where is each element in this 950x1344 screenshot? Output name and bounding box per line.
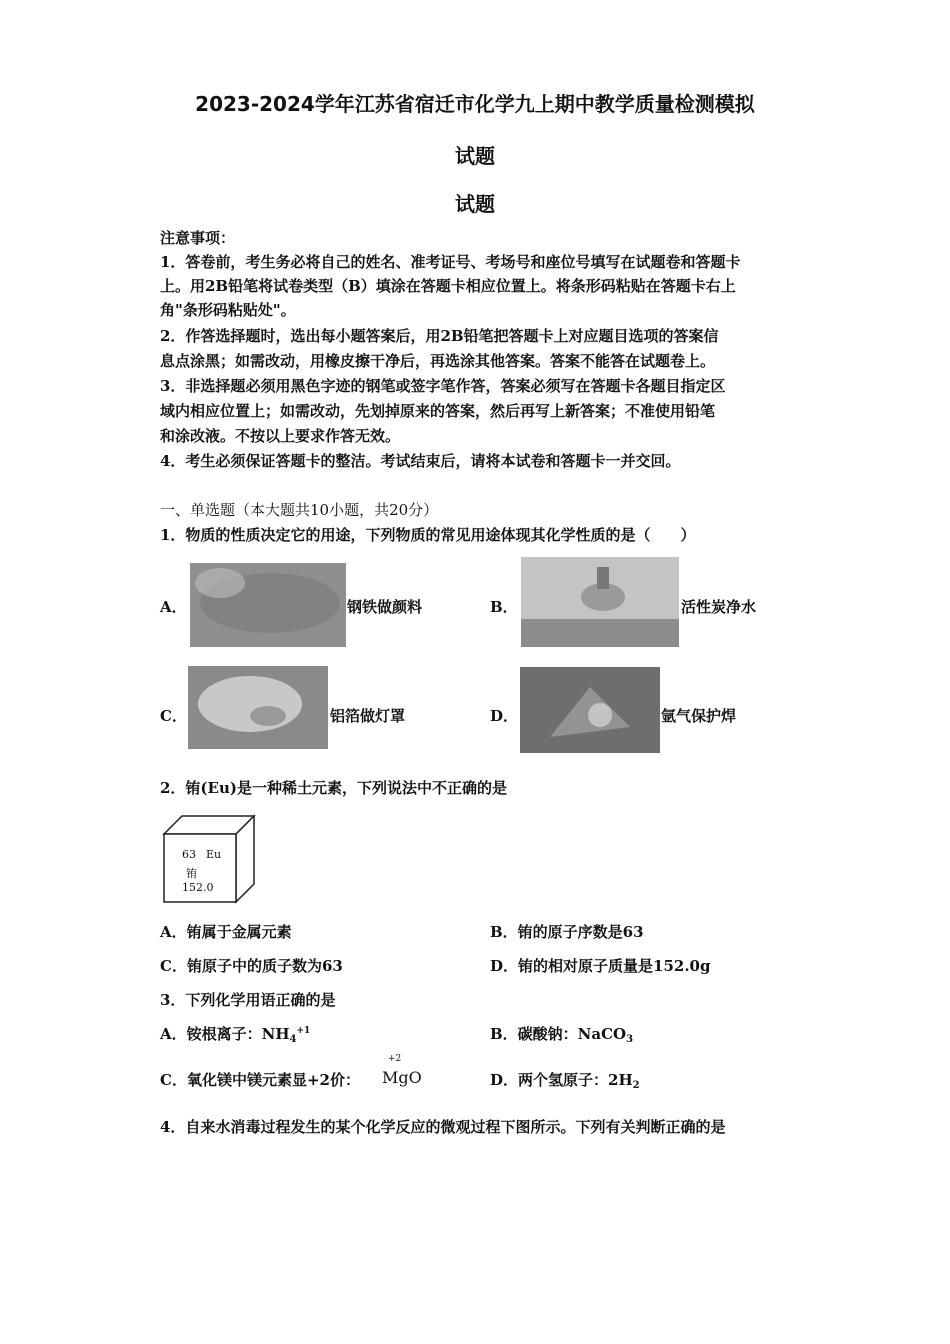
q3-option-d [490, 1069, 640, 1091]
q3-option-a-superscript: +1 [296, 1026, 311, 1036]
notice-line: 域内相应位置上；如需改动，先划掉原来的答案，然后再写上新答案；不准使用铅笔 [160, 402, 716, 420]
photo-shading [190, 563, 346, 647]
mgo-formula-text: MgO [382, 1068, 422, 1087]
activated-carbon-photo [521, 557, 679, 647]
q3-option-b-text: B．碳酸钠：NaCO [490, 1025, 627, 1043]
aluminum-foil-photo [188, 666, 328, 749]
page-title-line2: 试题 [455, 144, 495, 168]
photo-shading [520, 667, 660, 753]
section-heading: 一、单选题（本大题共10小题，共20分） [160, 501, 439, 519]
q2-option-c: C．铕原子中的质子数为63 [160, 957, 343, 975]
notice-line: 2．作答选择题时，选出每小题答案后，用2B铅笔把答题卡上对应题目选项的答案信 [160, 327, 719, 345]
q1-option-b-text: 活性炭净水 [681, 598, 757, 616]
atomic-number: 63 [182, 848, 196, 861]
q1-option-c-text: 铝箔做灯罩 [330, 707, 406, 725]
q1-option-d-letter: D． [490, 707, 519, 725]
q3-option-a-text: A．铵根离子：NH [160, 1025, 290, 1043]
q3-option-a-subscript: 4 [289, 1034, 297, 1045]
q2-option-d: D．铕的相对原子质量是152.0g [490, 957, 711, 975]
mgo-charge-label: +2 [388, 1054, 402, 1064]
photo-shading [521, 557, 679, 647]
notice-line: 1．答卷前，考生务必将自己的姓名、准考证号、考场号和座位号填写在试题卷和答题卡 [160, 253, 741, 271]
q1-option-a-text: 钢铁做颜料 [347, 598, 423, 616]
element-name: 铕 [186, 867, 197, 880]
notice-heading: 注意事项： [160, 229, 236, 247]
notice-line: 4．考生必须保证答题卡的整洁。考试结束后，请将本试卷和答题卡一并交回。 [160, 452, 681, 470]
q3-option-b-subscript: 3 [626, 1034, 634, 1045]
question-2-stem: 2．铕(Eu)是一种稀土元素，下列说法中不正确的是 [160, 779, 507, 797]
q3-option-b [490, 1023, 633, 1045]
photo-shading [188, 666, 328, 749]
mgo-formula [382, 1054, 422, 1087]
q2-option-a: A．铕属于金属元素 [160, 923, 292, 941]
notice-line: 息点涂黑；如需改动，用橡皮擦干净后，再选涂其他答案。答案不能答在试题卷上。 [160, 352, 716, 370]
argon-welding-photo [520, 667, 660, 753]
notice-line: 3．非选择题必须用黑色字迹的钢笔或签字笔作答，答案必须写在答题卡各题目指定区 [160, 377, 726, 395]
q3-option-a [160, 1023, 310, 1045]
notice-line: 和涂改液。不按以上要求作答无效。 [160, 427, 401, 445]
q2-option-b: B．铕的原子序数是63 [490, 923, 644, 941]
question-4-stem: 4．自来水消毒过程发生的某个化学反应的微观过程下图所示。下列有关判断正确的是 [160, 1118, 726, 1136]
atomic-mass: 152.0 [182, 881, 214, 894]
notice-line: 角"条形码粘贴处"。 [160, 301, 296, 319]
q1-option-d-text: 氩气保护焊 [661, 707, 737, 725]
q3-option-c [160, 1069, 360, 1090]
question-1-stem: 1．物质的性质决定它的用途，下列物质的常见用途体现其化学性质的是（ ） [160, 526, 696, 544]
notice-line: 上。用2B铅笔将试卷类型（B）填涂在答题卡相应位置上。将条形码粘贴在答题卡右上 [160, 277, 736, 295]
page-subtitle: 试题 [455, 192, 495, 216]
element-card-europium [160, 812, 256, 904]
question-3-stem: 3．下列化学用语正确的是 [160, 991, 336, 1009]
q1-option-a-letter: A． [160, 598, 187, 616]
q1-option-c-letter: C． [160, 707, 187, 725]
steel-pigment-photo [190, 563, 346, 647]
q3-option-d-text: D．两个氢原子：2H [490, 1071, 633, 1089]
q1-option-b-letter: B． [490, 598, 518, 616]
q3-option-d-subscript: 2 [632, 1080, 640, 1091]
q3-option-c-text: C．氧化镁中镁元素显+2价： [160, 1071, 360, 1089]
element-symbol: Eu [206, 848, 222, 861]
page-title: 2023-2024学年江苏省宿迁市化学九上期中教学质量检测模拟 [195, 92, 755, 116]
